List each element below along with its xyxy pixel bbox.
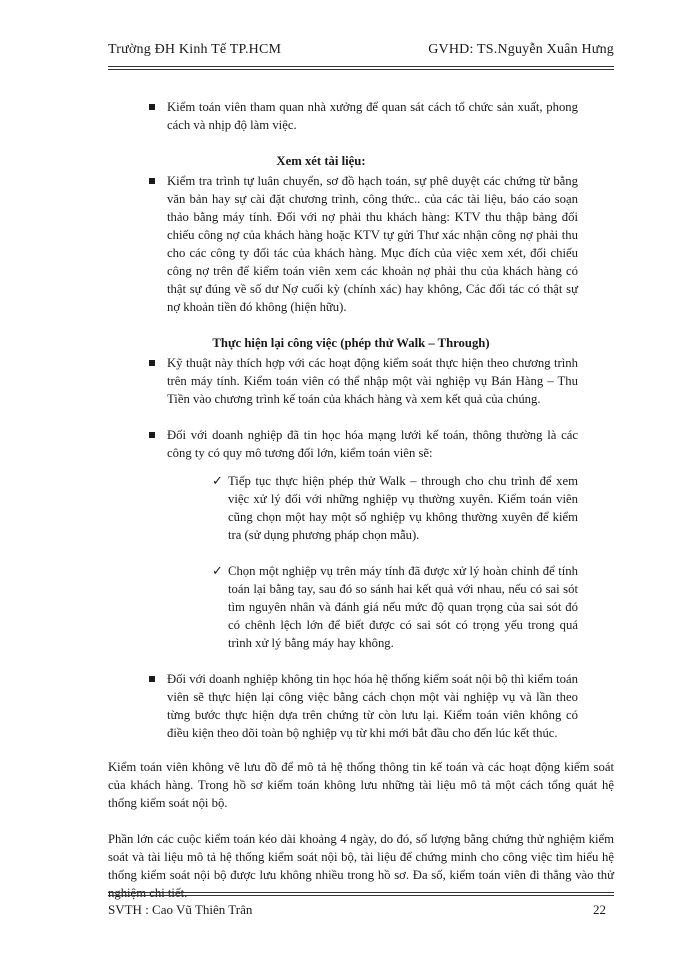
square-bullet-icon xyxy=(149,432,155,438)
square-bullet-icon xyxy=(149,676,155,682)
check-item-recalculate xyxy=(108,562,578,652)
header-school: Trường ĐH Kinh Tế TP.HCM xyxy=(108,42,282,57)
paragraph-duration: Phần lớn các cuộc kiểm toán kéo dài khoảng 4 ngày, do đó, số lượng bằng chứng thử nghiệm kiểm soát và tài liệu mô tả hệ thống kiểm soát nội bộ, tài liệu để chứng minh cho công việc tìm hiểu hệ thống kiểm soát nội bộ được lưu không nhiều trong hồ sơ. Đa số, kiểm toán viên đi thẳng vào thử nghiệm chi tiết. xyxy=(108,832,614,900)
check-item-walkthrough xyxy=(108,472,578,544)
square-bullet-icon xyxy=(149,360,155,366)
bullet-item-reperform xyxy=(108,354,578,408)
bullet-item-manual xyxy=(108,670,578,742)
check-text: Chọn một nghiệp vụ trên máy tính đã được xử lý hoàn chỉnh để tính toán lại bằng tay, sau đó so sánh hai kết quả với nhau, nếu có sai sót tìm nguyên nhân và đánh giá nếu mức độ quan trọng của sai sót đó có chênh lệch lớn để biết được có sai sót có trọng yếu trong quá trình xử lý bằng máy hay không. xyxy=(228,564,578,650)
header-advisor: GVHD: TS.Nguyễn Xuân Hưng xyxy=(428,42,614,57)
page-body xyxy=(108,92,614,902)
header-rule xyxy=(108,66,614,67)
header-rule-double xyxy=(108,69,614,70)
square-bullet-icon xyxy=(149,178,155,184)
section-heading-documents: Xem xét tài liệu: xyxy=(276,154,366,168)
square-bullet-icon xyxy=(149,104,155,110)
bullet-text: Kiểm tra trình tự luân chuyển, sơ đồ hạch toán, sự phê duyệt các chứng từ bằng văn bản hay sự cài đặt chương trình, công thức.. của các tài liệu, báo cáo soạn thảo bằng máy tính. Đối với nợ phải thu khách hàng: KTV thu thập bảng đối chiếu công nợ của khách hàng hoặc KTV tự gửi Thư xác nhận công nợ phải thu cho các công ty đối tác của khách hàng. Mục đích của việc xem xét, đối chiếu công nợ trên để kiểm toán viên xem các khoản nợ phải thu của khách hàng có thật sự đúng về số dư Nợ cuối kỳ (chính xác) hay không, Các đối tác có thật sự nợ khoản tiền đó không (hiện hữu). xyxy=(167,174,578,314)
footer-author: SVTH : Cao Vũ Thiên Trân xyxy=(108,902,253,917)
checkmark-icon: ✓ xyxy=(212,563,223,578)
checkmark-icon: ✓ xyxy=(212,473,223,488)
bullet-text: Đối với doanh nghiệp không tin học hóa hệ thống kiểm soát nội bộ thì kiểm toán viên sẽ thực hiện lại công việc bằng cách chọn một vài nghiệp vụ và lần theo từng bước thực hiện dựa trên chứng từ còn lưu lại. Kiểm toán viên không có điều kiện theo dõi toàn bộ nghiệp vụ từ khi mới bắt đầu cho đến lúc kết thúc. xyxy=(167,672,578,740)
bullet-text: Đối với doanh nghiệp đã tin học hóa mạng lưới kế toán, thông thường là các công ty có quy mô tương đối lớn, kiểm toán viên sẽ: xyxy=(167,428,578,460)
page-number: 22 xyxy=(593,902,606,917)
bullet-item-documents xyxy=(108,172,578,316)
bullet-text: Kỹ thuật này thích hợp với các hoạt động kiểm soát thực hiện theo chương trình trên máy tính. Kiểm toán viên có thể nhập một vài nghiệp vụ Bán Hàng – Thu Tiền vào chương trình kế toán của khách hàng và xem kết quả của chúng. xyxy=(167,356,578,406)
footer-rule-double xyxy=(108,895,614,896)
bullet-item-computerized xyxy=(108,426,578,462)
footer-rule xyxy=(108,892,614,893)
check-text: Tiếp tục thực hiện phép thử Walk – through cho chu trình để xem việc xử lý đối với những nghiệp vụ thường xuyên. Kiểm toán viên cũng chọn một hay một số nghiệp vụ không thường xuyên để kiểm tra (sử dụng phương pháp chọn mẫu). xyxy=(228,474,578,542)
bullet-text: Kiểm toán viên tham quan nhà xưởng để quan sát cách tổ chức sản xuất, phong cách và nhịp độ làm việc. xyxy=(167,100,578,132)
paragraph-flowchart: Kiểm toán viên không vẽ lưu đồ để mô tả hệ thống thông tin kế toán và các hoạt động kiểm soát của khách hàng. Trong hồ sơ kiểm toán không lưu những tài liệu mô tả một cách tổng quát hệ thống kiểm soát nội bộ. xyxy=(108,760,614,810)
bullet-item-intro xyxy=(108,98,578,134)
section-heading-reperform: Thực hiện lại công việc (phép thử Walk – Through) xyxy=(212,336,490,350)
